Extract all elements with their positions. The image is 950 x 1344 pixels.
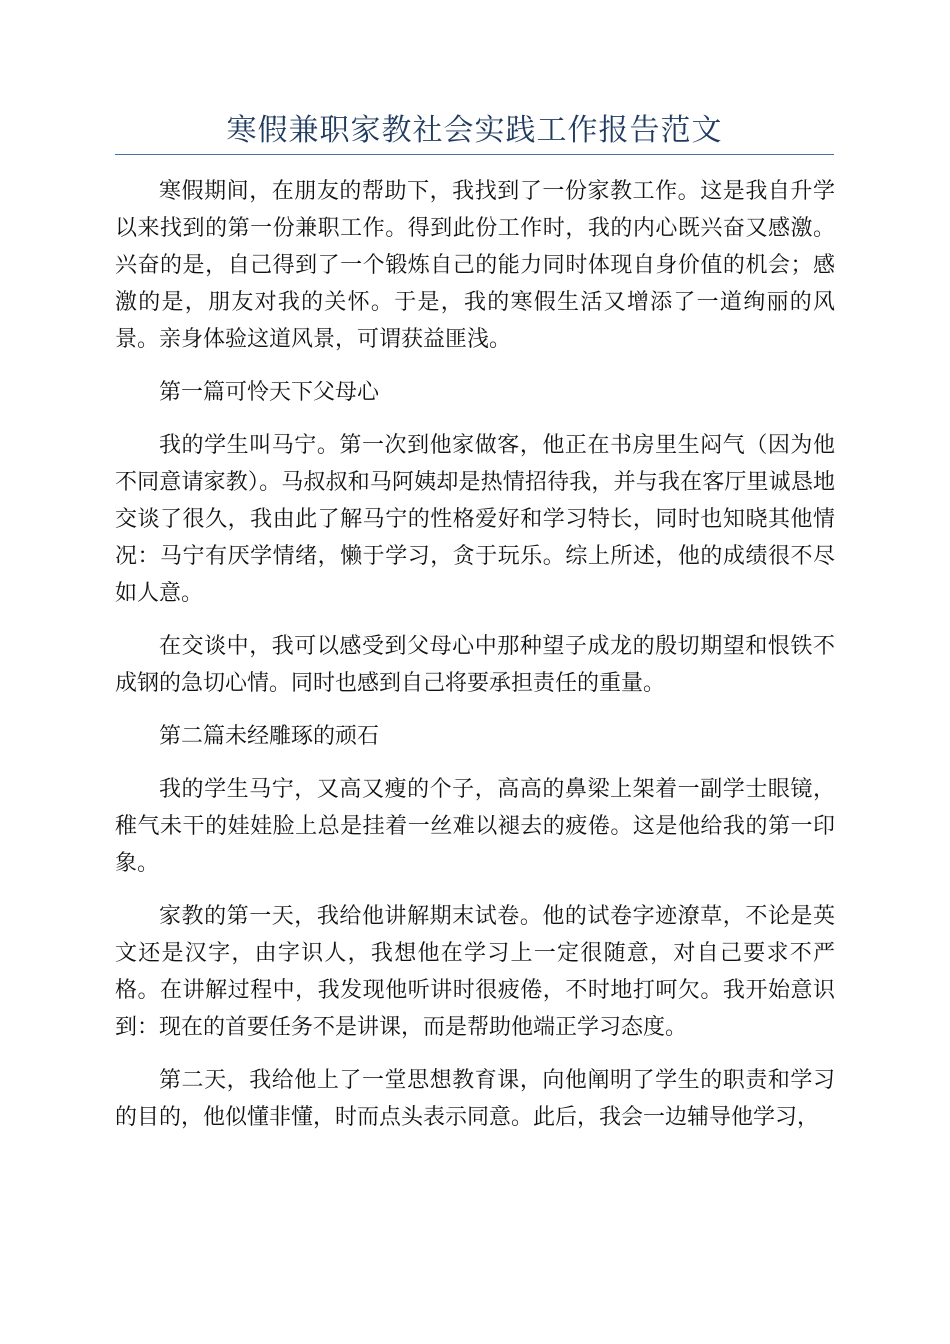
section-heading-1: 第一篇可怜天下父母心: [159, 380, 380, 405]
paragraph-first-day: 家教的第一天，我给他讲解期末试卷。他的试卷字迹潦草，不论是英文还是汉字，由字识人，我想他在学习上一定很随意，对自己要求不严格。在讲解过程中，我发现他听讲时很疲倦，不时地打呵欠。我开始意识到：现在的首要任务不是讲课，而是帮助他端正学习态度。: [115, 904, 835, 1040]
paragraph-second-day: 第二天，我给他上了一堂思想教育课，向他阐明了学生的职责和学习的目的，他似懂非懂，时而点头表示同意。此后，我会一边辅导他学习，: [115, 1068, 835, 1130]
section-heading-2: 第二篇未经雕琢的顽石: [159, 724, 380, 749]
title-underline: [115, 154, 834, 155]
paragraph-intro: 寒假期间，在朋友的帮助下，我找到了一份家教工作。这是我自升学以来找到的第一份兼职工作。得到此份工作时，我的内心既兴奋又感激。兴奋的是，自己得到了一个锻炼自己的能力同时体现自身价值的机会；感激的是，朋友对我的关怀。于是，我的寒假生活又增添了一道绚丽的风景。亲身体验这道风景，可谓获益匪浅。: [115, 179, 835, 352]
paragraph-first-impression: 我的学生马宁，又高又瘦的个子，高高的鼻梁上架着一副学士眼镜，稚气未干的娃娃脸上总是挂着一丝难以褪去的疲倦。这是他给我的第一印象。: [115, 777, 835, 876]
paragraph-student-intro: 我的学生叫马宁。第一次到他家做客，他正在书房里生闷气（因为他不同意请家教）。马叔叔和马阿姨却是热情招待我，并与我在客厅里诚恳地交谈了很久，我由此了解马宁的性格爱好和学习特长，同时也知晓其他情况：马宁有厌学情绪，懒于学习，贪于玩乐。综上所述，他的成绩很不尽如人意。: [115, 433, 835, 606]
document-body: [115, 173, 835, 1152]
page-title: 寒假兼职家教社会实践工作报告范文: [226, 113, 723, 148]
paragraph-parents-expectations: 在交谈中，我可以感受到父母心中那种望子成龙的殷切期望和恨铁不成钢的急切心情。同时也感到自己将要承担责任的重量。: [115, 634, 835, 696]
